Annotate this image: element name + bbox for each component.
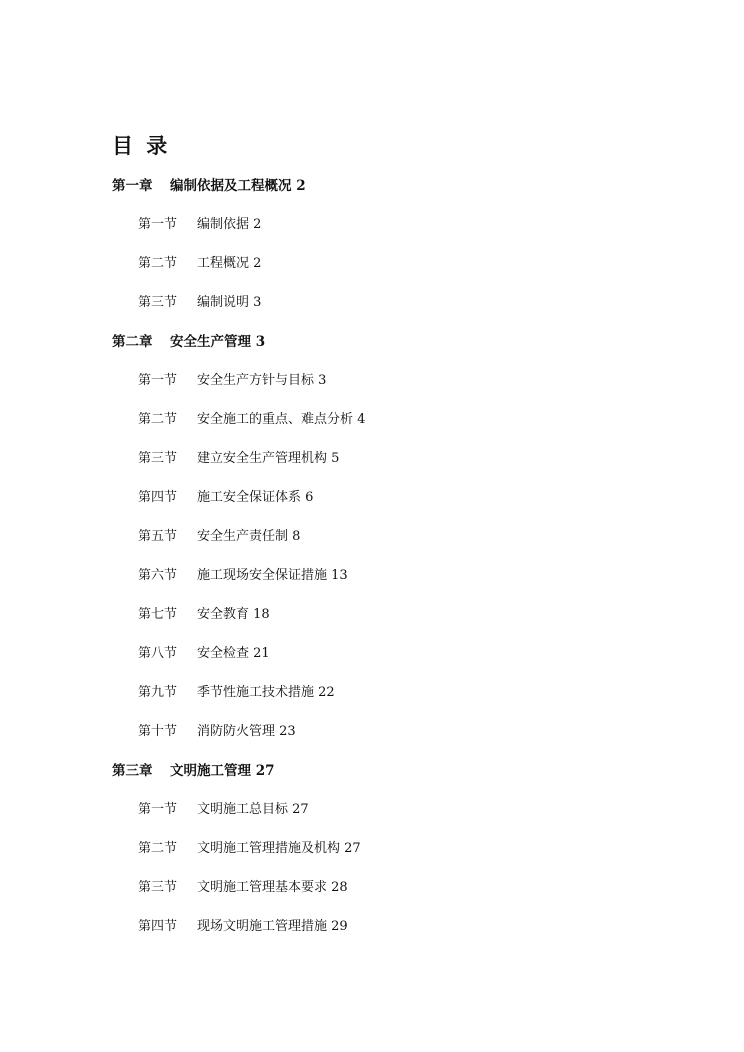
section-number: 第一节: [138, 373, 178, 388]
section-title: 施工现场安全保证措施 13: [197, 568, 348, 583]
toc-section-entry[interactable]: [138, 488, 313, 508]
section-title: 安全生产责任制 8: [197, 529, 301, 544]
toc-chapter-entry[interactable]: [112, 176, 306, 196]
chapter-title: 文明施工管理 27: [170, 763, 275, 779]
section-number: 第一节: [138, 802, 178, 817]
toc-chapter-entry[interactable]: [112, 332, 265, 352]
section-title: 文明施工管理基本要求 28: [197, 880, 348, 895]
toc-section-entry[interactable]: [138, 722, 296, 742]
section-title: 文明施工管理措施及机构 27: [197, 841, 361, 856]
toc-section-entry[interactable]: [138, 644, 270, 664]
toc-section-entry[interactable]: [138, 839, 361, 859]
toc-chapter-entry[interactable]: [112, 761, 275, 781]
section-number: 第六节: [138, 568, 178, 583]
section-number: 第四节: [138, 919, 178, 934]
toc-section-entry[interactable]: [138, 878, 348, 898]
section-number: 第二节: [138, 841, 178, 856]
toc-title: 目 录: [112, 133, 171, 158]
toc-section-entry[interactable]: [138, 566, 348, 586]
section-title: 季节性施工技术措施 22: [197, 685, 335, 700]
section-number: 第三节: [138, 451, 178, 466]
section-title: 编制依据 2: [197, 217, 262, 232]
toc-section-entry[interactable]: [138, 683, 335, 703]
section-title: 施工安全保证体系 6: [197, 490, 314, 505]
section-number: 第四节: [138, 490, 178, 505]
section-title: 现场文明施工管理措施 29: [197, 919, 348, 934]
toc-section-entry[interactable]: [138, 215, 261, 235]
chapter-title: 安全生产管理 3: [170, 334, 266, 350]
section-number: 第九节: [138, 685, 178, 700]
section-title: 安全施工的重点、难点分析 4: [197, 412, 366, 427]
section-number: 第二节: [138, 412, 178, 427]
section-number: 第三节: [138, 295, 178, 310]
section-number: 第十节: [138, 724, 178, 739]
section-title: 编制说明 3: [197, 295, 262, 310]
section-title: 安全检查 21: [197, 646, 270, 661]
toc-section-entry[interactable]: [138, 605, 270, 625]
chapter-title: 编制依据及工程概况 2: [170, 178, 306, 194]
section-title: 安全教育 18: [197, 607, 270, 622]
toc-section-entry[interactable]: [138, 254, 261, 274]
toc-section-entry[interactable]: [138, 293, 261, 313]
toc-section-entry[interactable]: [138, 527, 300, 547]
section-number: 第七节: [138, 607, 178, 622]
toc-section-entry[interactable]: [138, 917, 348, 937]
toc-section-entry[interactable]: [138, 410, 365, 430]
toc-section-entry[interactable]: [138, 800, 309, 820]
section-title: 工程概况 2: [197, 256, 262, 271]
section-title: 消防防火管理 23: [197, 724, 296, 739]
toc-section-entry[interactable]: [138, 371, 326, 391]
toc-section-entry[interactable]: [138, 449, 339, 469]
section-number: 第二节: [138, 256, 178, 271]
section-title: 安全生产方针与目标 3: [197, 373, 327, 388]
section-number: 第五节: [138, 529, 178, 544]
chapter-number: 第三章: [112, 763, 153, 779]
section-title: 建立安全生产管理机构 5: [197, 451, 340, 466]
chapter-number: 第二章: [112, 334, 153, 350]
section-number: 第三节: [138, 880, 178, 895]
section-title: 文明施工总目标 27: [197, 802, 309, 817]
section-number: 第八节: [138, 646, 178, 661]
chapter-number: 第一章: [112, 178, 153, 194]
section-number: 第一节: [138, 217, 178, 232]
